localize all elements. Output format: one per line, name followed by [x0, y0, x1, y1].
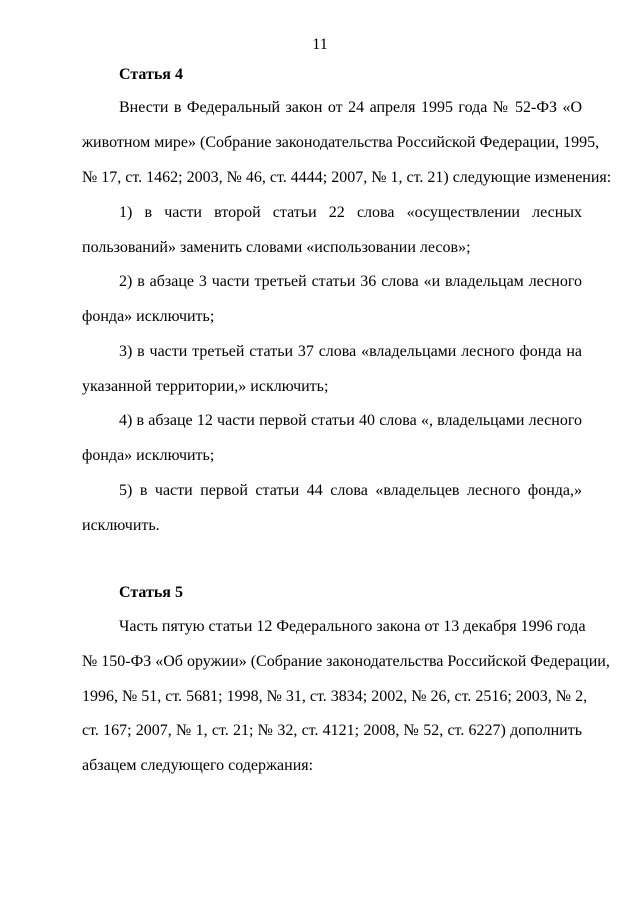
article-4-line: исключить.: [82, 517, 160, 534]
article-4-line: 4) в абзаце 12 части первой статьи 40 слова «, владельцами лесного: [119, 412, 582, 429]
article-4-line: 2) в абзаце 3 части третьей статьи 36 слова «и владельцам лесного: [119, 273, 582, 290]
article-5-line: 1996, № 51, ст. 5681; 1998, № 31, ст. 3834; 2002, № 26, ст. 2516; 2003, № 2,: [82, 688, 588, 705]
article-4-line: 5) в части первой статьи 44 слова «владельцев лесного фонда,»: [119, 482, 582, 499]
article-4-line: фонда» исключить;: [82, 308, 215, 325]
article-5-line: абзацем следующего содержания:: [82, 757, 314, 774]
article-5-heading: Статья 5: [119, 584, 183, 601]
article-5-line: ст. 167; 2007, № 1, ст. 21; № 32, ст. 4121; 2008, № 52, ст. 6227) дополнить: [82, 722, 582, 739]
article-4-heading: Статья 4: [119, 66, 183, 83]
article-5-line: № 150-ФЗ «Об оружии» (Собрание законодательства Российской Федерации,: [82, 653, 610, 670]
article-5-line: Часть пятую статьи 12 Федерального закона от 13 декабря 1996 года: [119, 618, 586, 635]
article-4-line: фонда» исключить;: [82, 447, 215, 464]
article-4-line: 3) в части третьей статьи 37 слова «владельцами лесного фонда на: [119, 343, 582, 360]
page-number: 11: [312, 36, 328, 53]
article-4-line: № 17, ст. 1462; 2003, № 46, ст. 4444; 2007, № 1, ст. 21) следующие изменения:: [82, 169, 612, 186]
article-4-line: указанной территории,» исключить;: [82, 378, 329, 395]
article-4-line: пользований» заменить словами «использовании лесов»;: [82, 239, 471, 256]
article-4-line: животном мире» (Собрание законодательства Российской Федерации, 1995,: [82, 134, 600, 151]
article-4-line: 1) в части второй статьи 22 слова «осуществлении лесных: [119, 204, 582, 221]
article-4-line: Внести в Федеральный закон от 24 апреля 1995 года № 52-ФЗ «О: [119, 99, 582, 116]
